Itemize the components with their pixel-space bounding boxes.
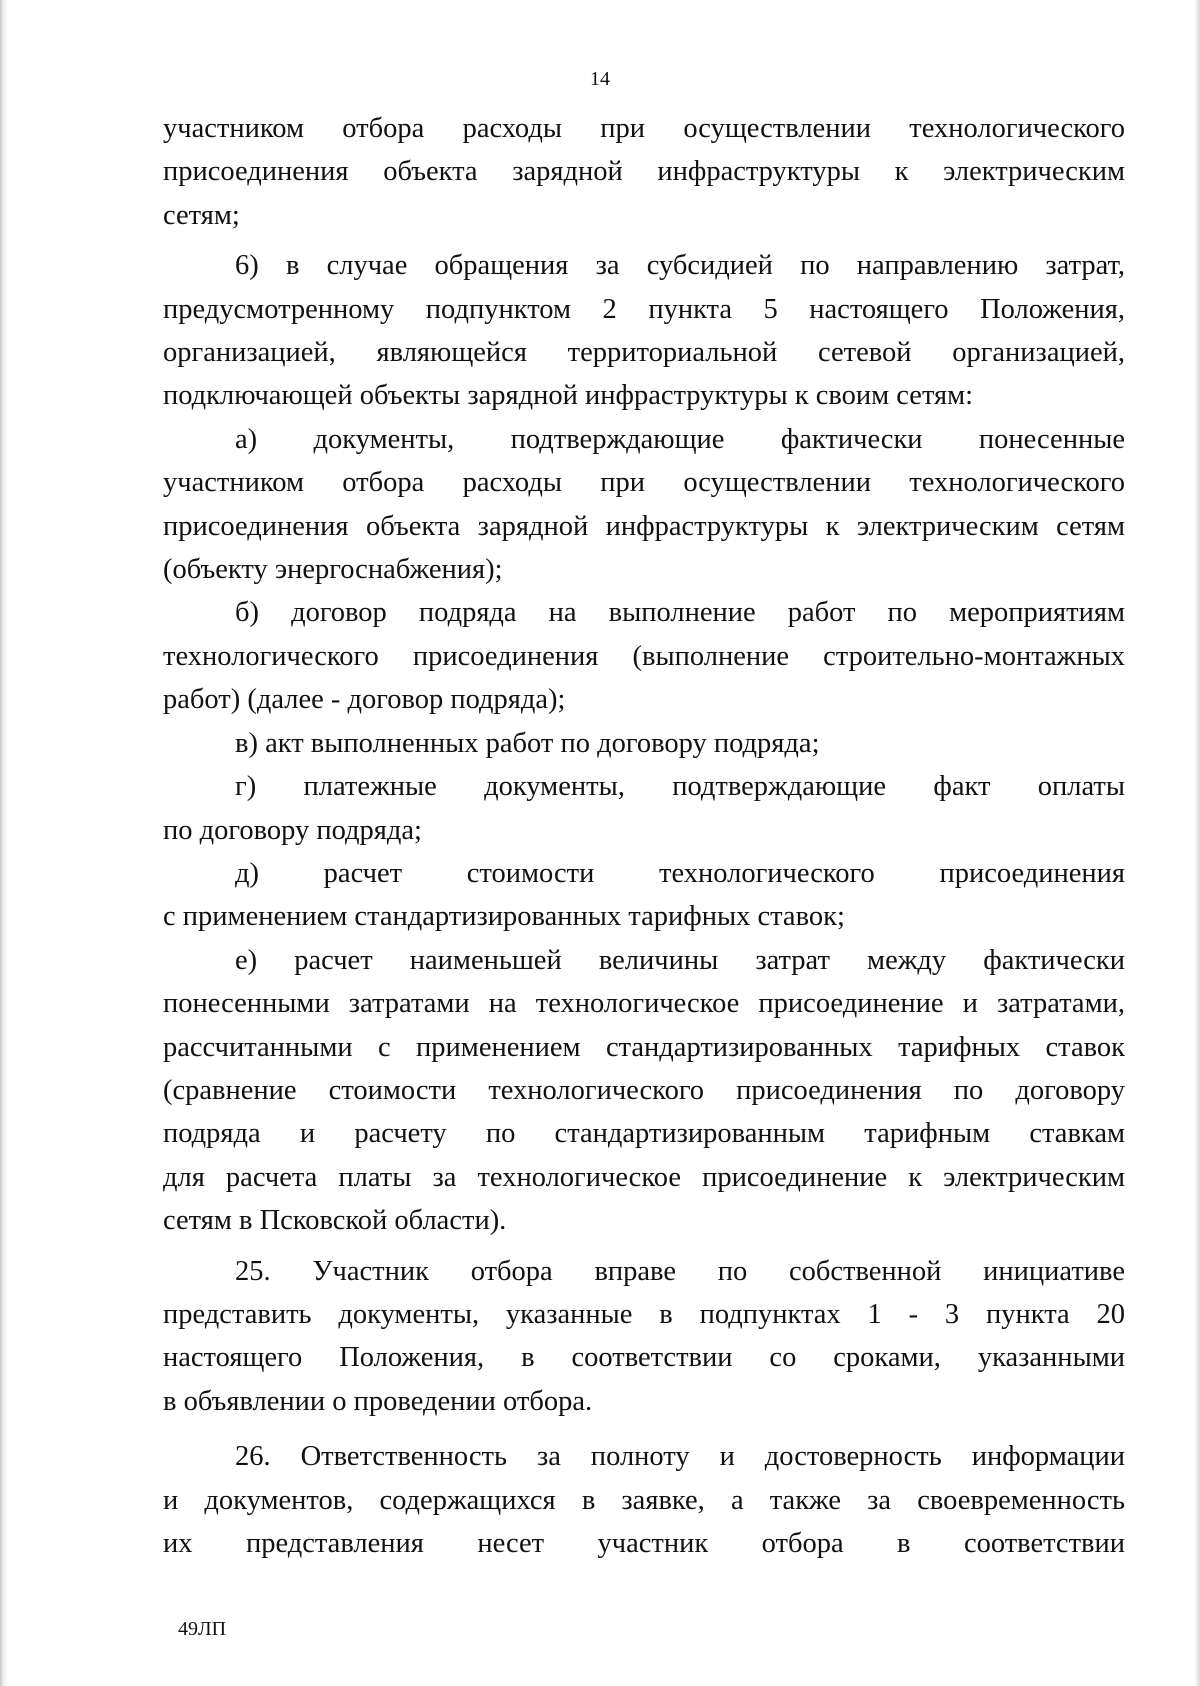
text-line: б) договор подряда на выполнение работ по мероприятиям bbox=[235, 597, 1125, 629]
text-line: сетям в Псковской области). bbox=[163, 1205, 507, 1237]
text-line: в объявлении о проведении отбора. bbox=[163, 1385, 593, 1417]
text-line: (сравнение стоимости технологического присоединения по договору bbox=[163, 1074, 1125, 1106]
text-line: и документов, содержащихся в заявке, а также за своевременность bbox=[163, 1484, 1125, 1516]
scan-edge-left bbox=[0, 0, 8, 1686]
paragraph-subitem-a bbox=[163, 418, 1125, 592]
text-line: предусмотренному подпунктом 2 пункта 5 настоящего Положения, bbox=[163, 293, 1125, 325]
document-body bbox=[163, 107, 1125, 1565]
text-line: 25. Участник отбора вправе по собственной инициативе bbox=[235, 1255, 1125, 1287]
text-line: по договору подряда; bbox=[163, 814, 422, 846]
text-line: д) расчет стоимости технологического присоединения bbox=[235, 857, 1125, 889]
text-line: работ) (далее - договор подряда); bbox=[163, 684, 566, 716]
text-line: участником отбора расходы при осуществлении технологического bbox=[163, 113, 1125, 144]
text-line: (объекту энергоснабжения); bbox=[163, 554, 503, 586]
text-line: а) документы, подтверждающие фактически понесенные bbox=[235, 423, 1125, 455]
text-line: организацией, являющейся территориальной сетевой организацией, bbox=[163, 337, 1125, 369]
paragraph-subitem-v bbox=[163, 722, 1125, 765]
paragraph-subitem-b bbox=[163, 591, 1125, 721]
text-line: технологического присоединения (выполнение строительно-монтажных bbox=[163, 640, 1125, 672]
text-line: настоящего Положения, в соответствии со сроками, указанными bbox=[163, 1342, 1125, 1374]
text-line: понесенными затратами на технологическое присоединение и затратами, bbox=[163, 988, 1125, 1020]
paragraph-section-26 bbox=[163, 1435, 1125, 1565]
text-line: присоединения объекта зарядной инфраструктуры к электрическим bbox=[163, 156, 1125, 188]
page-number: 14 bbox=[590, 68, 610, 90]
paragraph-continuation bbox=[163, 107, 1125, 237]
scan-edge-right bbox=[1194, 0, 1200, 1686]
text-line: присоединения объекта зарядной инфраструктуры к электрическим сетям bbox=[163, 510, 1125, 542]
text-line: участником отбора расходы при осуществлении технологического bbox=[163, 467, 1125, 499]
text-line: е) расчет наименьшей величины затрат между фактически bbox=[235, 944, 1125, 976]
text-line: г) платежные документы, подтверждающие факт оплаты bbox=[235, 771, 1125, 803]
paragraph-item-6 bbox=[163, 244, 1125, 418]
paragraph-subitem-d bbox=[163, 852, 1125, 939]
text-line: в) акт выполненных работ по договору подряда; bbox=[235, 727, 820, 759]
text-line: для расчета платы за технологическое присоединение к электрическим bbox=[163, 1161, 1125, 1193]
text-line: их представления несет участник отбора в соответствии bbox=[163, 1528, 1125, 1559]
paragraph-subitem-e bbox=[163, 939, 1125, 1243]
text-line: с применением стандартизированных тарифных ставок; bbox=[163, 901, 845, 933]
text-line: сетям; bbox=[163, 199, 240, 231]
text-line: 26. Ответственность за полноту и достоверность информации bbox=[235, 1441, 1125, 1473]
text-line: 6) в случае обращения за субсидией по направлению затрат, bbox=[235, 250, 1125, 282]
paragraph-subitem-g bbox=[163, 765, 1125, 852]
text-line: представить документы, указанные в подпунктах 1 - 3 пункта 20 bbox=[163, 1298, 1125, 1330]
paragraph-section-25 bbox=[163, 1250, 1125, 1424]
text-line: подключающей объекты зарядной инфраструктуры к своим сетям: bbox=[163, 380, 974, 412]
text-line: подряда и расчету по стандартизированным тарифным ставкам bbox=[163, 1118, 1125, 1150]
document-code: 49ЛП bbox=[178, 1618, 227, 1640]
text-line: рассчитанными с применением стандартизированных тарифных ставок bbox=[163, 1031, 1125, 1063]
